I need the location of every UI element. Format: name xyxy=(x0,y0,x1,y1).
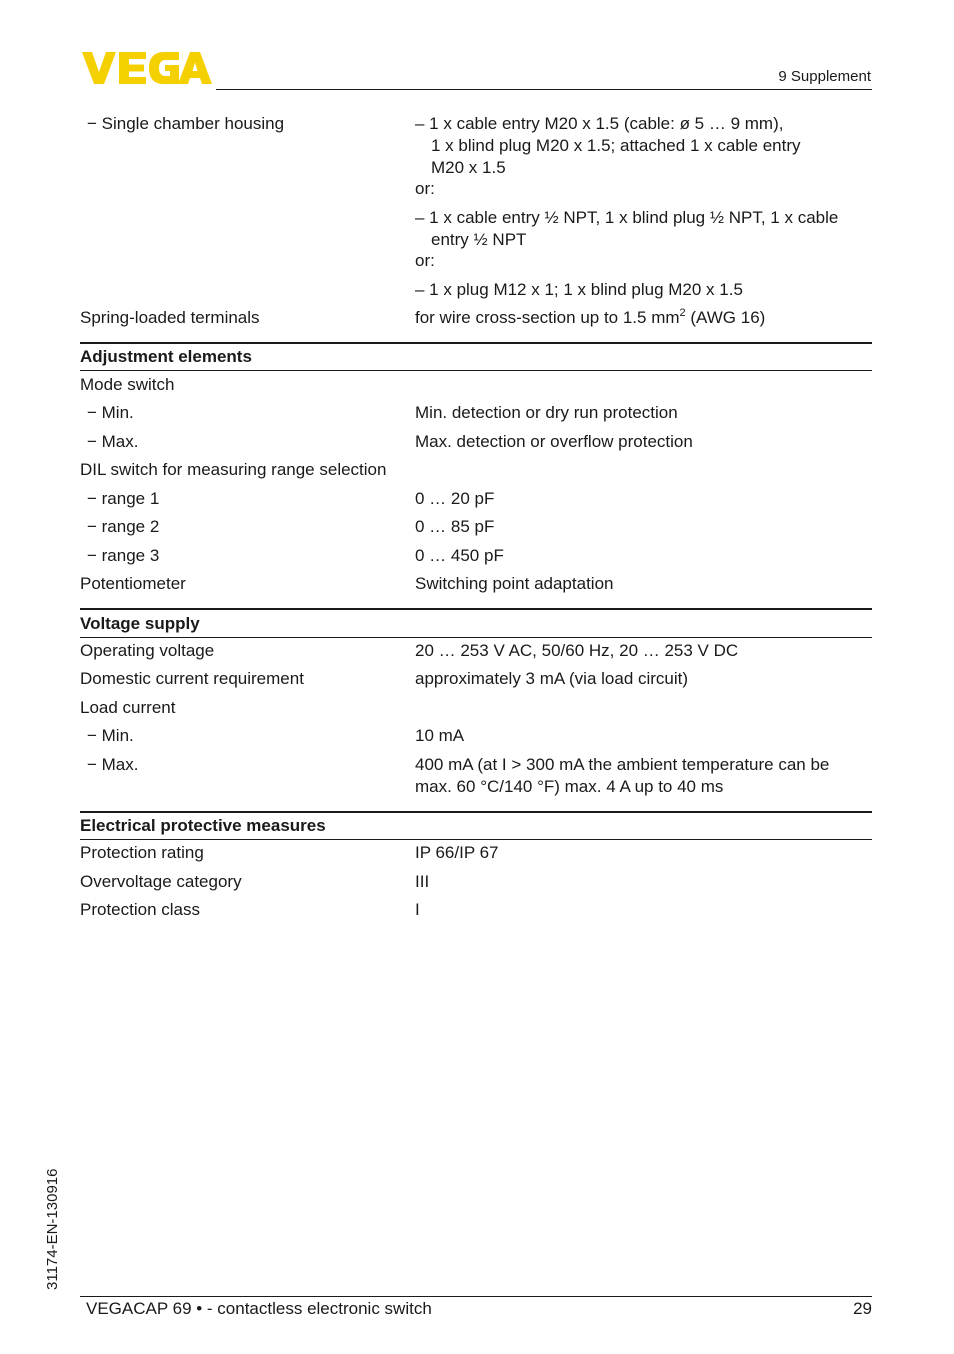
load-max-value-line1: 400 mA (at I > 300 mA the ambient temperature can be xyxy=(415,755,830,774)
range2-value: 0 … 85 pF xyxy=(415,517,495,536)
protection-class-label: Protection class xyxy=(80,900,200,919)
housing-option1-line3: M20 x 1.5 xyxy=(431,158,506,177)
range1-value: 0 … 20 pF xyxy=(415,489,495,508)
footer-rule xyxy=(80,1296,872,1297)
load-current-label: Load current xyxy=(80,698,176,717)
header-rule xyxy=(216,89,872,90)
load-min-label: − Min. xyxy=(87,726,134,745)
housing-label: − Single chamber housing xyxy=(87,114,285,133)
page-number: 29 xyxy=(853,1299,872,1318)
mode-max-value: Max. detection or overflow protection xyxy=(415,432,693,451)
section-title: 9 Supplement xyxy=(778,68,871,85)
mode-min-label: − Min. xyxy=(87,403,134,422)
domestic-current-value: approximately 3 mA (via load circuit) xyxy=(415,669,689,688)
vega-logo xyxy=(82,52,212,84)
range1-label: − range 1 xyxy=(87,489,160,508)
mode-switch-label: Mode switch xyxy=(80,375,175,394)
range3-label: − range 3 xyxy=(87,546,160,565)
range3-value: 0 … 450 pF xyxy=(415,546,504,565)
protection-class-value: I xyxy=(415,900,420,919)
potentiometer-value: Switching point adaptation xyxy=(415,574,614,593)
section-rule-top xyxy=(80,608,872,610)
housing-option1-line1: – 1 x cable entry M20 x 1.5 (cable: ø 5 … 9 mm), xyxy=(415,114,784,133)
dil-switch-label: DIL switch for measuring range selection xyxy=(80,460,387,479)
overvoltage-value: III xyxy=(415,872,430,891)
protection-rating-value: IP 66/IP 67 xyxy=(415,843,499,862)
housing-option2-line1: – 1 x cable entry ½ NPT, 1 x blind plug ½ NPT, 1 x cable xyxy=(415,208,839,227)
electrical-title: Electrical protective measures xyxy=(80,816,326,835)
logo-text xyxy=(82,52,212,84)
load-max-label: − Max. xyxy=(87,755,139,774)
housing-option3: – 1 x plug M12 x 1; 1 x blind plug M20 x 1.5 xyxy=(415,280,743,299)
section-rule-top xyxy=(80,342,872,344)
section-rule-top xyxy=(80,811,872,813)
housing-option2-line2: entry ½ NPT xyxy=(431,230,527,249)
mode-min-value: Min. detection or dry run protection xyxy=(415,403,678,422)
operating-voltage-label: Operating voltage xyxy=(80,641,215,660)
adjustment-title: Adjustment elements xyxy=(80,347,252,366)
protection-rating-label: Protection rating xyxy=(80,843,204,862)
terminals-label: Spring-loaded terminals xyxy=(80,308,260,327)
section-rule-bottom xyxy=(80,637,872,638)
load-max-value-line2: max. 60 °C/140 °F) max. 4 A up to 40 ms xyxy=(415,777,724,796)
potentiometer-label: Potentiometer xyxy=(80,574,186,593)
document-number: 31174-EN-130916 xyxy=(44,1168,61,1290)
footer-title: VEGACAP 69 • - contactless electronic switch xyxy=(86,1299,432,1318)
voltage-title: Voltage supply xyxy=(80,614,200,633)
domestic-current-label: Domestic current requirement xyxy=(80,669,304,688)
load-min-value: 10 mA xyxy=(415,726,465,745)
operating-voltage-value: 20 … 253 V AC, 50/60 Hz, 20 … 253 V DC xyxy=(415,641,739,660)
section-rule-bottom xyxy=(80,839,872,840)
section-rule-bottom xyxy=(80,370,872,371)
overvoltage-label: Overvoltage category xyxy=(80,872,242,891)
mode-max-label: − Max. xyxy=(87,432,139,451)
range2-label: − range 2 xyxy=(87,517,160,536)
housing-or-2: or: xyxy=(415,251,435,270)
housing-or-1: or: xyxy=(415,179,435,198)
housing-option1-line2: 1 x blind plug M20 x 1.5; attached 1 x cable entry xyxy=(431,136,801,155)
terminals-value: for wire cross-section up to 1.5 $mm^2$ (AWG 16) xyxy=(415,307,766,327)
